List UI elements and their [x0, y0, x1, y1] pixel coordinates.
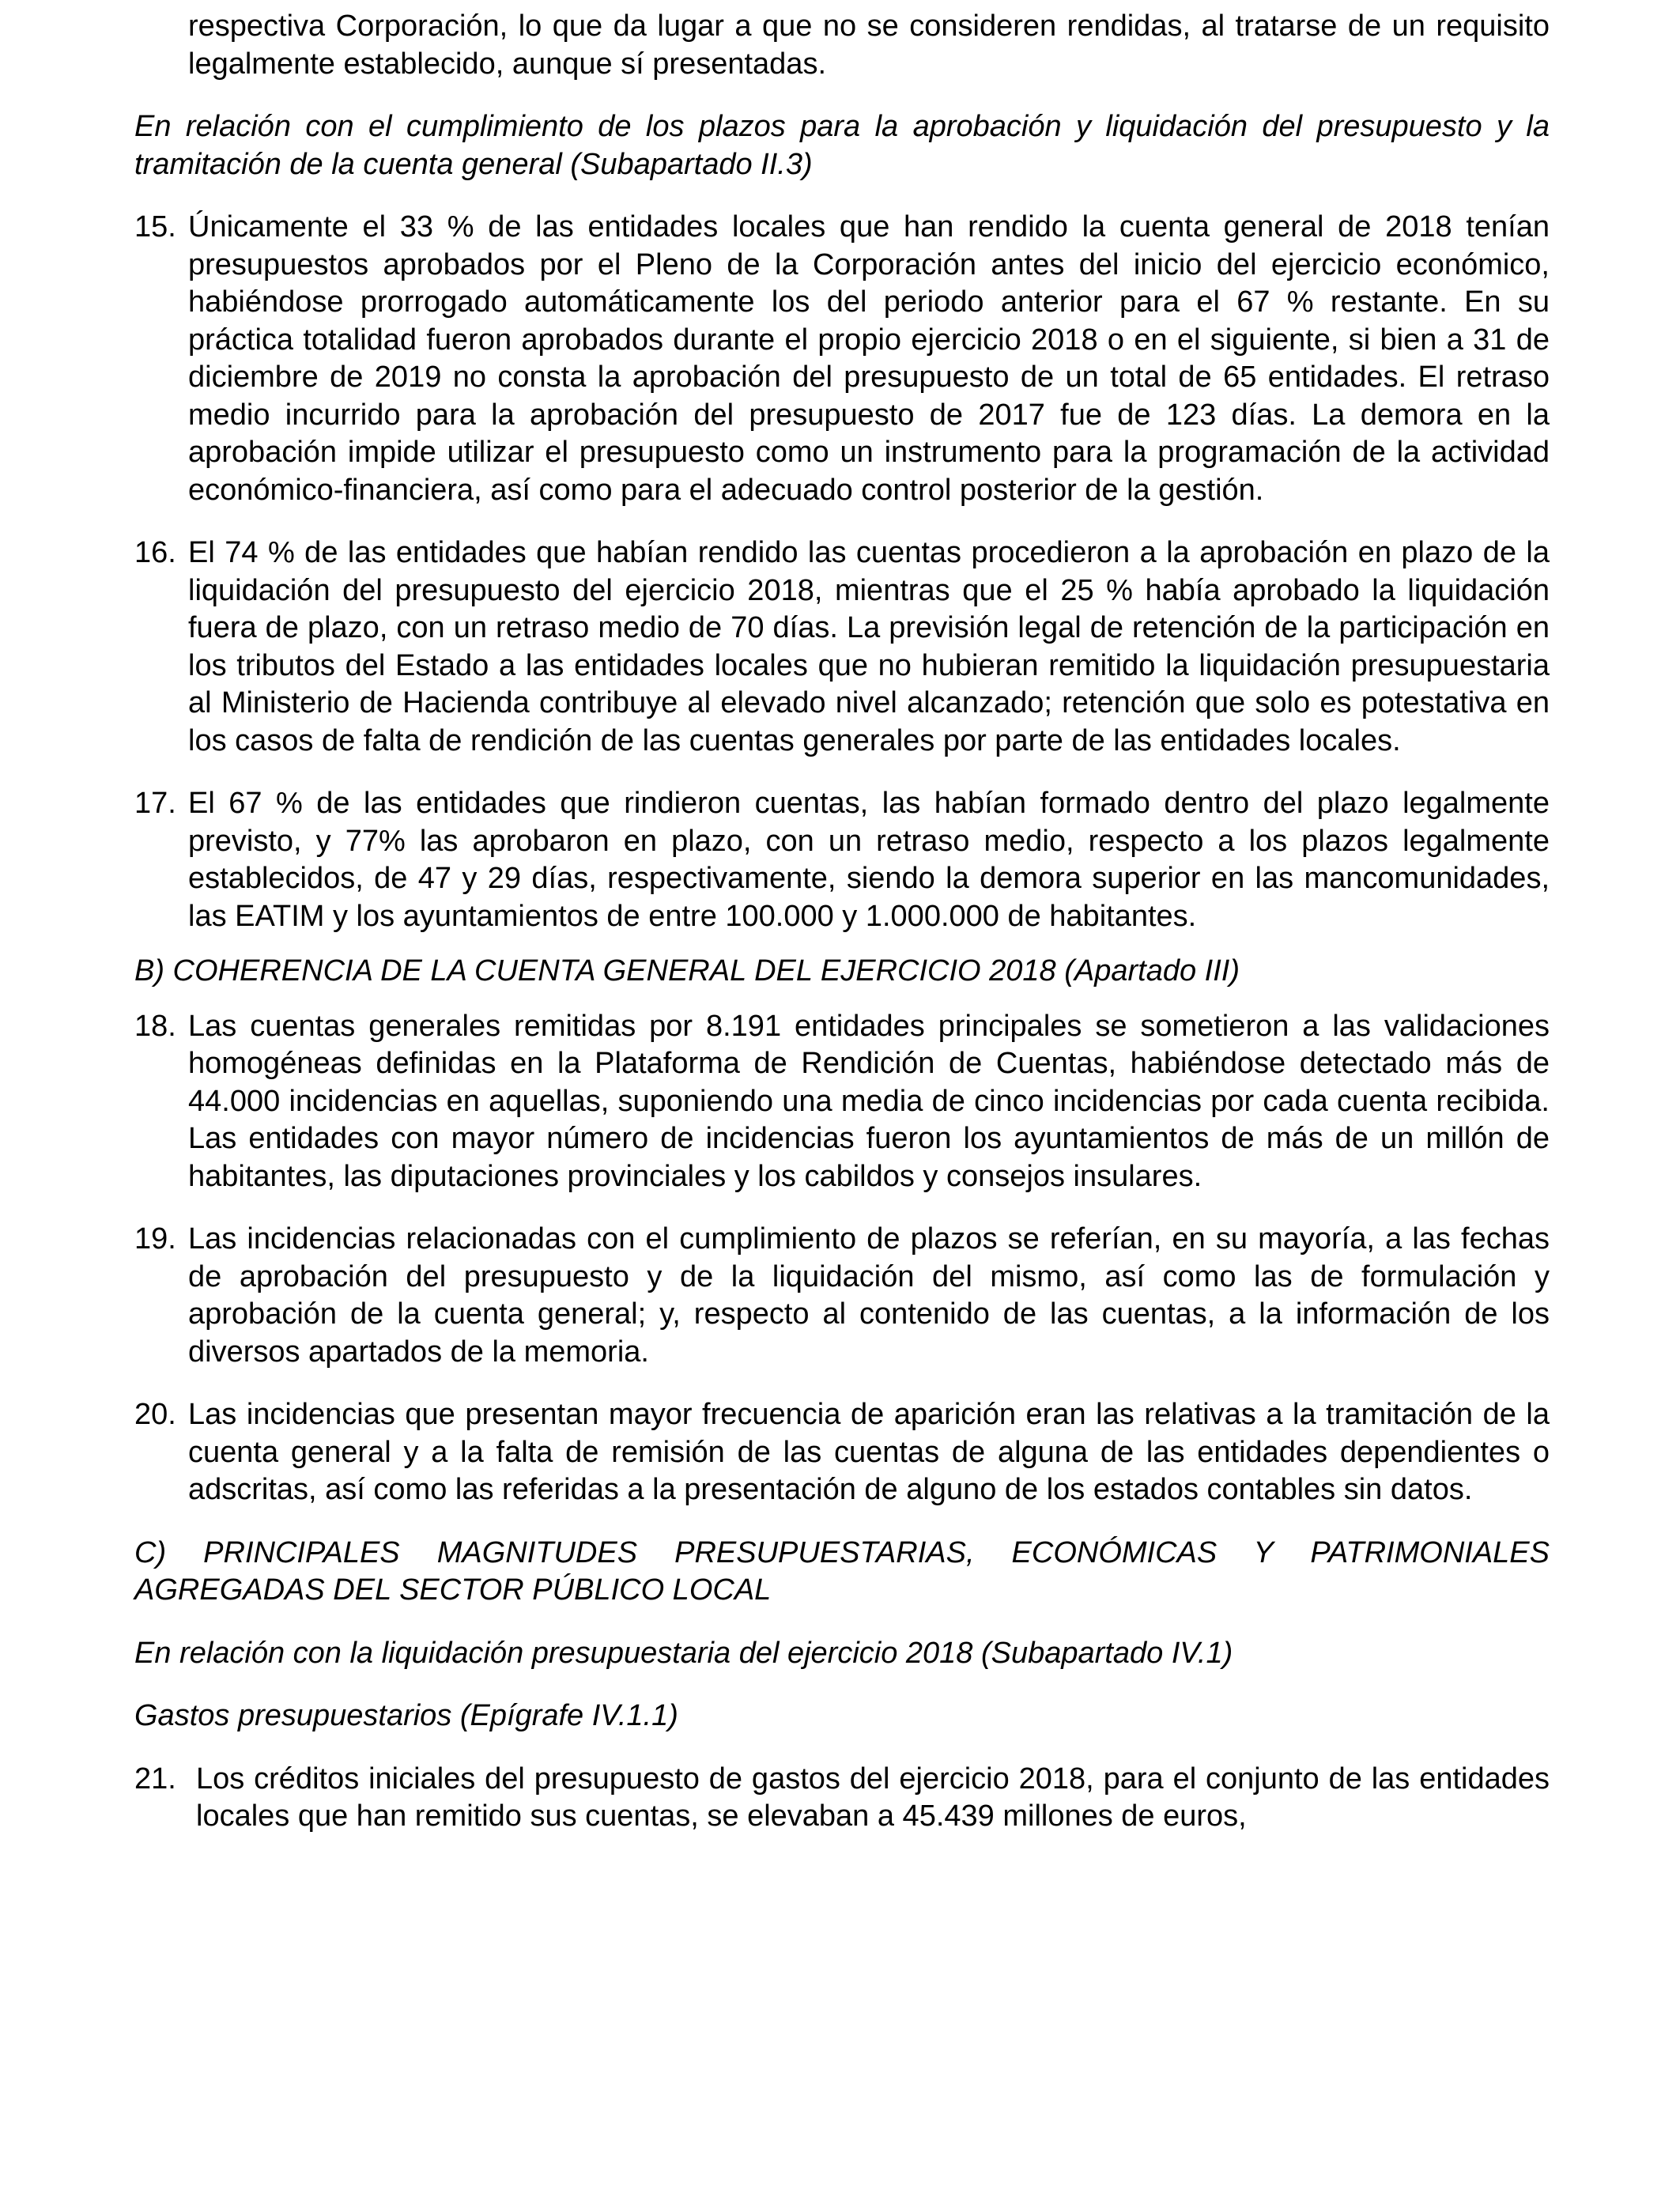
item-number: 20. — [134, 1398, 176, 1431]
list-item-21 — [134, 1761, 1550, 1836]
item-text: Las incidencias relacionadas con el cumplimiento de plazos se referían, en su mayoría, a las fechas de aprobación del presupuesto y de la liquidación del mismo, así como las de formulación y aprobación de la cuenta general; y, respecto al contenido de las cuentas, a la información de los diversos apartados de la memoria. — [188, 1222, 1550, 1369]
document-page — [134, 8, 1550, 1861]
list-item-15 — [134, 209, 1550, 509]
section-heading-b: B) COHERENCIA DE LA CUENTA GENERAL DEL EJERCICIO 2018 (Apartado III) — [134, 954, 1240, 987]
list-item-16 — [134, 534, 1550, 760]
item-number: 21. — [134, 1762, 176, 1796]
list-item-20 — [134, 1396, 1550, 1509]
continued-paragraph: respectiva Corporación, lo que da lugar a que no se consideren rendidas, al tratarse de un requisito legalmente establecido, aunque sí presentadas. — [188, 9, 1550, 81]
item-number: 15. — [134, 210, 176, 244]
subheading-gastos: Gastos presupuestarios (Epígrafe IV.1.1) — [134, 1699, 678, 1732]
list-item-18 — [134, 1008, 1550, 1196]
item-text: El 74 % de las entidades que habían rendido las cuentas procedieron a la aprobación en plazo de la liquidación del presupuesto del ejercicio 2018, mientras que el 25 % había aprobado la liquidación fuera de plazo, con un retraso medio de 70 días. La previsión legal de retención de la participación en los tributos del Estado a las entidades locales que no hubieran remitido la liquidación presupuestaria al Ministerio de Hacienda contribuye al elevado nivel alcanzado; retención que solo es potestativa en los casos de falta de rendición de las cuentas generales por parte de las entidades locales. — [188, 536, 1550, 757]
item-text: Las incidencias que presentan mayor frecuencia de aparición eran las relativas a la tramitación de la cuenta general y a la falta de remisión de las cuentas de alguna de las entidades dependientes o adscritas, así como las referidas a la presentación de alguno de los estados contables sin datos. — [188, 1398, 1550, 1506]
item-text: Únicamente el 33 % de las entidades locales que han rendido la cuenta general de 2018 tenían presupuestos aprobados por el Pleno de la Corporación antes del inicio del ejercicio económico, habiéndose prorrogado automáticamente los del periodo anterior para el 67 % restante. En su práctica totalidad fueron aprobados durante el propio ejercicio 2018 o en el siguiente, si bien a 31 de diciembre de 2019 no consta la aprobación del presupuesto de un total de 65 entidades. El retraso medio incurrido para la aprobación del presupuesto de 2017 fue de 123 días. La demora en la aprobación impide utilizar el presupuesto como un instrumento para la programación de la actividad económico-financiera, así como para el adecuado control posterior de la gestión. — [188, 210, 1550, 507]
item-number: 18. — [134, 1009, 176, 1043]
section-heading-c: C) PRINCIPALES MAGNITUDES PRESUPUESTARIAS, ECONÓMICAS Y PATRIMONIALES AGREGADAS DEL SECTOR PÚBLICO LOCAL — [134, 1535, 1550, 1607]
item-number: 16. — [134, 536, 176, 569]
subheading-plazos: En relación con el cumplimiento de los plazos para la aprobación y liquidación del presupuesto y la tramitación de la cuenta general (Subapartado II.3) — [134, 110, 1550, 181]
item-text: Los créditos iniciales del presupuesto de gastos del ejercicio 2018, para el conjunto de las entidades locales que han remitido sus cuentas, se elevaban a 45.439 millones de euros, — [196, 1762, 1550, 1833]
item-number: 17. — [134, 787, 176, 820]
list-item-19 — [134, 1221, 1550, 1371]
item-number: 19. — [134, 1222, 176, 1256]
item-text: El 67 % de las entidades que rindieron cuentas, las habían formado dentro del plazo legalmente previsto, y 77% las aprobaron en plazo, con un retraso medio, respecto a los plazos legalmente establecidos, de 47 y 29 días, respectivamente, siendo la demora superior en las mancomunidades, las EATIM y los ayuntamientos de entre 100.000 y 1.000.000 de habitantes. — [188, 787, 1550, 933]
subheading-liquidacion: En relación con la liquidación presupuestaria del ejercicio 2018 (Subapartado IV.1) — [134, 1636, 1233, 1670]
item-text: Las cuentas generales remitidas por 8.191 entidades principales se sometieron a las validaciones homogéneas definidas en la Plataforma de Rendición de Cuentas, habiéndose detectado más de 44.000 incidencias en aquellas, suponiendo una media de cinco incidencias por cada cuenta recibida. Las entidades con mayor número de incidencias fueron los ayuntamientos de más de un millón de habitantes, las diputaciones provinciales y los cabildos y consejos insulares. — [188, 1009, 1550, 1193]
list-item-17 — [134, 785, 1550, 935]
